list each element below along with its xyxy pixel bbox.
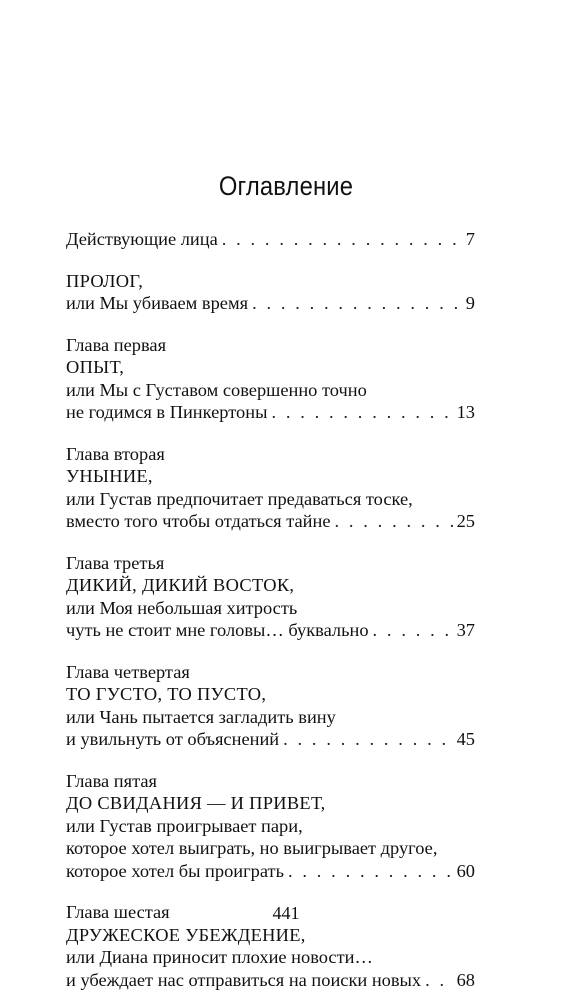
toc-page-number: 37 — [456, 620, 475, 640]
chapter-subtitle-line: или Моя небольшая хитрость — [66, 597, 298, 618]
chapter-subtitle-line: и убеждает нас отправиться на поиски новых — [66, 969, 422, 990]
chapter-subtitle-line: и увильнуть от объяснений — [66, 729, 280, 749]
chapter-subtitle-line: или Густав предпочитает предаваться тоске, — [66, 488, 413, 509]
toc-entry — [66, 334, 475, 424]
chapter-number: Глава первая — [66, 334, 167, 355]
chapter-number: Глава пятая — [66, 770, 157, 791]
toc-entry — [66, 228, 475, 251]
toc-entry — [66, 270, 475, 315]
chapter-title: ДИКИЙ, ДИКИЙ ВОСТОК, — [66, 575, 295, 595]
toc-page-number: 13 — [456, 402, 475, 422]
toc-leader-row — [66, 619, 475, 642]
dot-leader — [252, 292, 464, 315]
chapter-subtitle-line: которое хотел выиграть, но выигрывает другое, — [66, 838, 438, 858]
toc-entry — [66, 443, 475, 533]
toc-leader-row — [66, 401, 475, 424]
chapter-subtitle-line: или Мы убиваем время — [66, 293, 249, 313]
page-number: 441 — [272, 903, 300, 923]
chapter-subtitle-line: Действующие лица — [66, 229, 218, 249]
toc-page-number: 7 — [465, 229, 475, 249]
toc-leader-row — [66, 228, 475, 251]
toc-page-number: 60 — [456, 860, 475, 881]
chapter-subtitle-line: или Густав проигрывает пари, — [66, 815, 303, 836]
table-of-contents — [66, 228, 475, 991]
toc-page-number: 25 — [456, 511, 475, 531]
dot-leader — [222, 228, 464, 251]
chapter-title: ТО ГУСТО, ТО ПУСТО, — [66, 684, 267, 704]
dot-leader — [425, 969, 455, 992]
chapter-subtitle-line: вместо того чтобы отдаться тайне — [66, 511, 331, 531]
chapter-title: ДО СВИДАНИЯ — И ПРИВЕТ, — [66, 793, 326, 813]
chapter-title: ПРОЛОГ, — [66, 270, 144, 291]
chapter-title: ОПЫТ, — [66, 357, 125, 377]
dot-leader — [288, 860, 455, 883]
toc-page-number: 68 — [456, 969, 475, 990]
chapter-subtitle-line: которое хотел бы проиграть — [66, 860, 284, 881]
chapter-number: Глава вторая — [66, 443, 165, 464]
chapter-title: ДРУЖЕСКОЕ УБЕЖДЕНИЕ, — [66, 924, 306, 945]
toc-entry — [66, 770, 475, 883]
toc-entry — [66, 552, 475, 642]
chapter-number: Глава четвертая — [66, 661, 190, 682]
chapter-number: Глава третья — [66, 552, 165, 573]
toc-leader-row — [66, 969, 475, 992]
chapter-number: Глава шестая — [66, 902, 170, 922]
toc-leader-row — [66, 728, 475, 751]
toc-leader-row — [66, 510, 475, 533]
dot-leader — [335, 510, 455, 533]
toc-leader-row — [66, 292, 475, 315]
toc-entry — [66, 661, 475, 751]
chapter-subtitle-line: чуть не стоит мне головы… буквально — [66, 620, 369, 640]
chapter-title: УНЫНИЕ, — [66, 466, 153, 486]
toc-leader-row — [66, 860, 475, 883]
dot-leader — [283, 728, 454, 751]
toc-page-number: 45 — [456, 729, 475, 749]
chapter-subtitle-line: не годимся в Пинкертоны — [66, 402, 268, 422]
chapter-subtitle-line: или Диана приносит плохие новости… — [66, 947, 373, 967]
dot-leader — [271, 401, 454, 424]
chapter-subtitle-line: или Чань пытается загладить вину — [66, 706, 336, 727]
toc-page-number: 9 — [465, 293, 475, 313]
chapter-subtitle-line: или Мы с Густавом совершенно точно — [66, 379, 367, 400]
toc-heading: Оглавление — [218, 171, 354, 201]
dot-leader — [373, 619, 455, 642]
